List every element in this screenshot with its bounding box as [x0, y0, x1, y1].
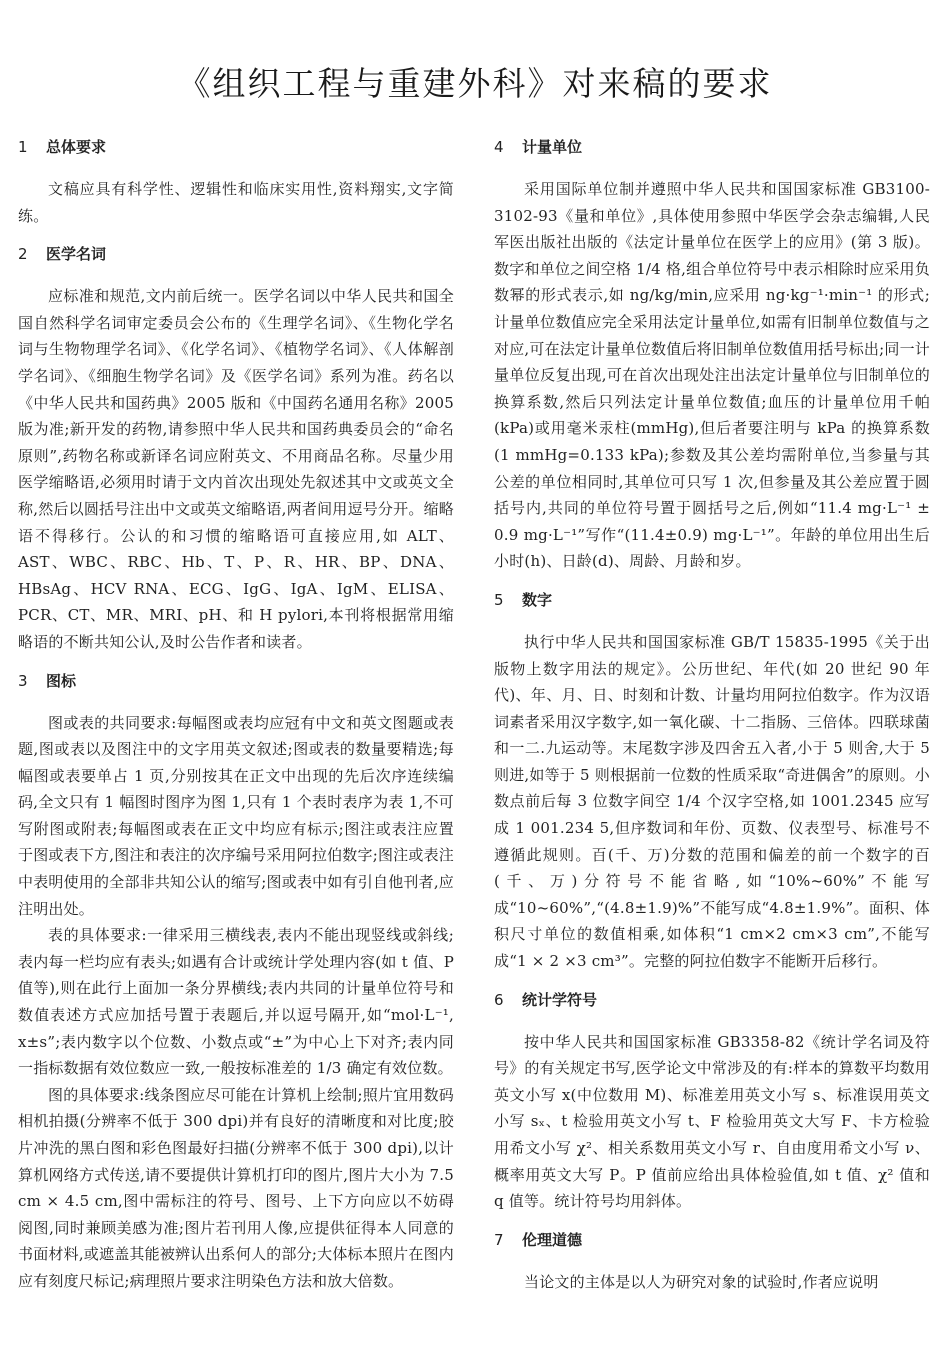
section-number: 7 [494, 1230, 504, 1249]
section-number: 1 [18, 138, 28, 156]
section-ethics [494, 1229, 930, 1296]
section-number: 4 [494, 138, 504, 156]
section-heading [18, 243, 454, 265]
section-heading [494, 136, 930, 158]
section-number: 2 [18, 245, 28, 264]
section-title: 医学名词 [46, 245, 107, 264]
section-general-requirements [18, 136, 454, 229]
section-heading [494, 1229, 930, 1251]
section-heading [18, 136, 454, 158]
paragraph: 当论文的主体是以人为研究对象的试验时,作者应说明 [524, 1272, 879, 1291]
section-number: 3 [18, 671, 28, 690]
left-column [18, 136, 454, 1295]
section-title: 计量单位 [522, 138, 583, 156]
section-figures-tables [18, 670, 454, 1295]
section-number: 5 [494, 590, 504, 609]
paragraph: 文稿应具有科学性、逻辑性和临床实用性,资料翔实,文字简练。 [18, 180, 454, 225]
section-heading [18, 670, 454, 692]
section-title: 统计学符号 [522, 990, 598, 1009]
section-numbers [494, 589, 930, 975]
section-number: 6 [494, 990, 504, 1009]
section-heading [494, 989, 930, 1011]
paragraph: 表的具体要求:一律采用三横线表,表内不能出现竖线或斜线;表内每一栏均应有表头;如遇有合计或统计学处理内容(如 t 值、P 值等),则在此行上面加一条分界横线;表内共同的计量单位符号和数值表述方式应加括号置于表题后,并以逗号隔开,如“mol·L⁻¹, x±s”;表内数字以个位数、小数点或“±”为中心上下对齐;表内同一指标数据有效位数应一致,一般按标准差的 1/3 确定有效位数。 [18, 926, 454, 1078]
section-medical-terms [18, 243, 454, 655]
paragraph: 应标准和规范,文内前后统一。医学名词以中华人民共和国全国自然科学名词审定委员会公布的《生理学名词》、《生物化学名词与生物物理学名词》、《化学名词》、《植物学名词》、《人体解剖学名词》、《细胞生物学名词》及《医学名词》系列为准。药名以《中华人民共和国药典》2005 版和《中国药名通用名称》2005 版为准;新开发的药物,请参照中华人民共和国药典委员会的“命名原则”,药物名称或新译名词应附英文、不用商品名称。尽量少用医学缩略语,必须用时请于文内首次出现处先叙述其中文或英文全称,然后以圆括号注出中文或英文缩略语,两者间用逗号分开。缩略语不得移行。公认的和习惯的缩略语可直接应用,如 ALT、AST、WBC、RBC、Hb、T、P、R、HR、BP、DNA、HBsAg、HCV RNA、ECG、IgG、IgA、IgM、ELISA、PCR、CT、MR、MRI、pH、和 H pylori,本刊将根据常用缩略语的不断共知公认,及时公告作者和读者。 [18, 287, 454, 651]
page-title: 《组织工程与重建外科》对来稿的要求 [177, 64, 773, 103]
paragraph: 采用国际单位制并遵照中华人民共和国国家标准 GB3100-3102-93《量和单位》,具体使用参照中华医学会杂志编辑,人民军医出版社出版的《法定计量单位在医学上的应用》(第 3 版)。数字和单位之间空格 1/4 格,组合单位符号中表示相除时应采用负数幂的形式表示,如 ng/kg/min,应采用 ng·kg⁻¹·min⁻¹ 的形式;计量单位数值应完全采用法定计量单位,如需有旧制单位数值与之对应,可在法定计量单位数值后将旧制单位数值用括号标出;同一计量单位反复出现,可在首次出现处注出法定计量单位与旧制单位的换算系数,然后只列法定计量单位数值;血压的计量单位用千帕(kPa)或用毫米汞柱(mmHg),但后者要注明与 kPa 的换算系数(1 mmHg=0.133 kPa);参数及其公差均需附单位,当参量与其公差的单位相同时,其单位可只写 1 次,但参量及其公差应置于圆括号内,共同的单位符号置于圆括号之后,例如“11.4 mg·L⁻¹ ± 0.9 mg·L⁻¹”写作“(11.4±0.9) mg·L⁻¹”。年龄的单位用出生后小时(h)、日龄(d)、周龄、月龄和岁。 [494, 180, 930, 571]
paragraph: 图的具体要求:线条图应尽可能在计算机上绘制;照片宜用数码相机拍摄(分辨率不低于 300 dpi)并有良好的清晰度和对比度;胶片冲洗的黑白图和彩色图最好扫描(分辨率不低于 300 dpi),以计算机网络方式传送,请不要提供计算机打印的图片,图片大小为 7.5 cm × 4.5 cm,图中需标注的符号、图号、上下方向应以不妨碍阅图,同时兼顾美感为准;图片若刊用人像,应提供征得本人同意的书面材料,或遮盖其能被辨认出系何人的部分;大体标本照片在图内应有刻度尺标记;病理照片要求注明染色方法和放大倍数。 [18, 1085, 454, 1290]
section-title: 伦理道德 [522, 1230, 583, 1249]
section-units [494, 136, 930, 575]
paragraph: 图或表的共同要求:每幅图或表均应冠有中文和英文图题或表题,图或表以及图注中的文字用英文叙述;图或表的数量要精选;每幅图或表要单占 1 页,分别按其在正文中出现的先后次序连续编码,全文只有 1 幅图时图序为图 1,只有 1 个表时表序为表 1,不可写附图或附表;每幅图或表在正文中均应有标示;图注或表注应置于图或表下方,图注和表注的次序编号采用阿拉伯数字;图注或表注中表明使用的全部非共知公认的缩写;图或表中如有引自他刊者,应注明出处。 [18, 713, 454, 918]
section-title: 数字 [522, 590, 553, 609]
paragraph: 执行中华人民共和国国家标准 GB/T 15835-1995《关于出版物上数字用法的规定》。公历世纪、年代(如 20 世纪 90 年代)、年、月、日、时刻和计数、计量均用阿拉伯数字。作为汉语词素者采用汉字数字,如一氧化碳、十二指肠、三倍体。四联球菌和一二.九运动等。末尾数字涉及四舍五入者,小于 5 则舍,大于 5 则进,如等于 5 则根据前一位数的性质采取“奇进偶舍”的原则。小数点前后每 3 位数字间空 1/4 个汉字空格,如 1001.2345 应写成 1 001.234 5,但序数词和年份、页数、仪表型号、标准号不遵循此规则。百(千、万)分数的范围和偏差的前一个数字的百(千、万)分符号不能省略,如“10%~60%”不能写成“10~60%”,“(4.8±1.9)%”不能写成“4.8±1.9%”。面积、体积尺寸单位的数值相乘,如体积“1 cm×2 cm×3 cm”,不能写成“1 × 2 ×3 cm³”。完整的阿拉伯数字不能断开后移行。 [494, 632, 930, 971]
right-column [494, 136, 930, 1295]
paragraph: 按中华人民共和国国家标准 GB3358-82《统计学名词及符号》的有关规定书写,医学论文中常涉及的有:样本的算数平均数用英文小写 x(中位数用 M)、标准差用英文小写 s、标准误用英文小写 sₓ、t 检验用英文小写 t、F 检验用英文大写 F、卡方检验用希文小写 χ²、相关系数用英文小写 r、自由度用希文小写 ν、概率用英文大写 P。P 值前应给出具体检验值,如 t 值、χ² 值和 q 值等。统计符号均用斜体。 [494, 1032, 930, 1211]
section-statistics-symbols [494, 989, 930, 1215]
section-heading [494, 589, 930, 611]
section-title: 图标 [46, 671, 77, 690]
section-title: 总体要求 [46, 138, 107, 156]
